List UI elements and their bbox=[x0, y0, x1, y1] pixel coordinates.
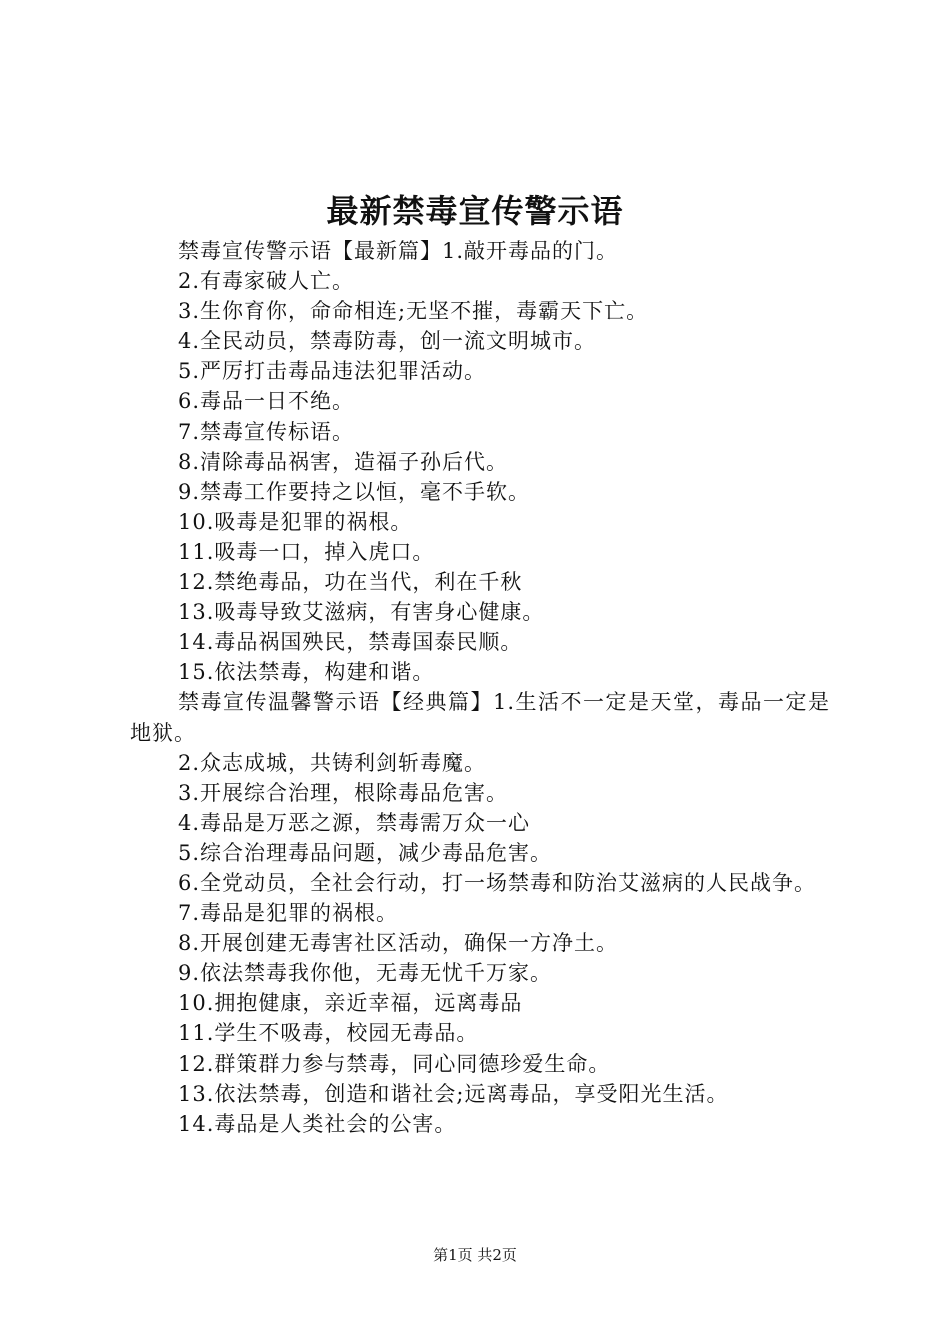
paragraph: 7.禁毒宣传标语。 bbox=[178, 419, 355, 444]
paragraph: 禁毒宣传警示语【最新篇】1.敲开毒品的门。 bbox=[178, 239, 619, 263]
paragraph: 4.全民动员，禁毒防毒，创一流文明城市。 bbox=[178, 329, 597, 354]
paragraph: 12.群策群力参与禁毒，同心同德珍爱生命。 bbox=[178, 1051, 611, 1076]
paragraph: 2.有毒家破人亡。 bbox=[178, 269, 355, 294]
paragraph: 9.禁毒工作要持之以恒，毫不手软。 bbox=[178, 479, 531, 504]
paragraph: 2.众志成城，共铸利剑斩毒魔。 bbox=[178, 750, 487, 775]
paragraph: 7.毒品是犯罪的祸根。 bbox=[178, 901, 399, 926]
paragraph: 14.毒品祸国殃民，禁毒国泰民顺。 bbox=[178, 630, 523, 655]
paragraph: 6.全党动员，全社会行动，打一场禁毒和防治艾滋病的人民战争。 bbox=[178, 870, 817, 895]
paragraph: 8.清除毒品祸害，造福子孙后代。 bbox=[178, 449, 509, 474]
paragraph: 禁毒宣传温馨警示语【经典篇】1.生活不一定是天堂，毒品一定是地狱。 bbox=[130, 690, 830, 745]
page-footer: 第1页 共2页 bbox=[433, 1246, 517, 1264]
paragraph: 11.学生不吸毒，校园无毒品。 bbox=[178, 1021, 479, 1046]
paragraph: 13.依法禁毒，创造和谐社会;远离毒品，享受阳光生活。 bbox=[178, 1081, 729, 1106]
paragraph: 12.禁绝毒品，功在当代，利在千秋 bbox=[178, 570, 523, 595]
paragraph: 9.依法禁毒我你他，无毒无忧千万家。 bbox=[178, 961, 553, 986]
paragraph: 14.毒品是人类社会的公害。 bbox=[178, 1111, 457, 1136]
page-title: 最新禁毒宣传警示语 bbox=[326, 192, 624, 230]
paragraph: 10.吸毒是犯罪的祸根。 bbox=[178, 509, 413, 534]
paragraph: 3.生你育你，命命相连;无坚不摧，毒霸天下亡。 bbox=[178, 299, 649, 324]
paragraph: 4.毒品是万恶之源，禁毒需万众一心 bbox=[178, 810, 531, 835]
paragraph: 15.依法禁毒，构建和谐。 bbox=[178, 660, 435, 685]
paragraph: 13.吸毒导致艾滋病，有害身心健康。 bbox=[178, 600, 545, 625]
document-body bbox=[130, 236, 830, 1139]
paragraph: 6.毒品一日不绝。 bbox=[178, 389, 355, 414]
paragraph: 3.开展综合治理，根除毒品危害。 bbox=[178, 780, 509, 805]
paragraph: 5.严厉打击毒品违法犯罪活动。 bbox=[178, 359, 487, 384]
paragraph: 5.综合治理毒品问题，减少毒品危害。 bbox=[178, 840, 553, 865]
paragraph: 10.拥抱健康，亲近幸福，远离毒品 bbox=[178, 991, 523, 1016]
paragraph: 8.开展创建无毒害社区活动，确保一方净土。 bbox=[178, 931, 619, 956]
paragraph: 11.吸毒一口，掉入虎口。 bbox=[178, 539, 435, 564]
